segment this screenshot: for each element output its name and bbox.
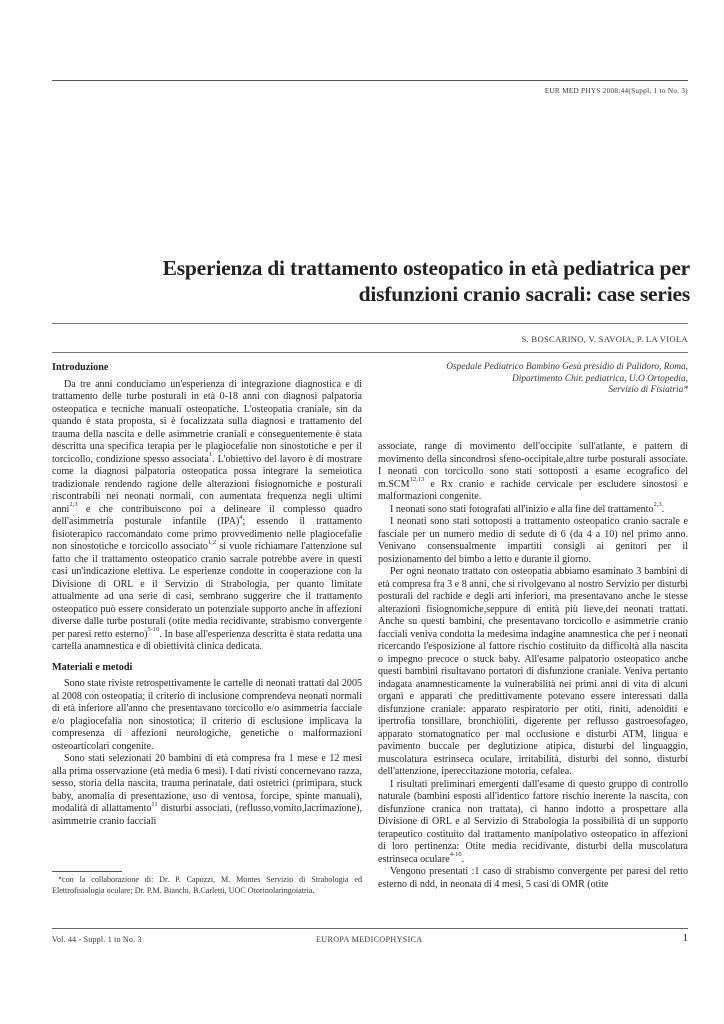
right-paragraph-6: Vengono presentati :1 caso di strabismo convergente per paresi del retto esterno di ndd, in neonata di 4 mesi, 5 casi di OMR (otite <box>378 866 688 890</box>
methods-heading: Materiali e metodi <box>52 661 133 673</box>
article-title <box>100 255 690 307</box>
title-line-2: disfunzioni cranio sacrali: case series <box>358 282 690 306</box>
top-rule <box>52 80 688 81</box>
methods-paragraph-1: Sono state riviste retrospettivamente le cartelle di neonati trattati dal 2005 al 2008 con osteopatia; il criterio di inclusione comprendeva neonati normali di età inferiore all'anno che presentavano torcicollo e/o asimmetria facciale e/o plagiocefalia non sinostotica; il criterio di esclusione implicava la compresenza di affezioni neurologiche, genetiche o malformazioni osteoarticolari congenite. <box>52 678 362 752</box>
footnote: *con la collaborazione di: Dr. P. Capozzi, M. Montes Servizio di Strabologia ed Elettrofisiologia oculare; Dr. P.M. Bianchi, B.Carletti, UOC Otorinolaringoiatria. <box>52 875 362 895</box>
footer-volume: Vol. 44 - Suppl. 1 to No. 3 <box>52 935 142 944</box>
affiliation-line-1: Ospedale Pediatrico Bambino Gesù presidio di Palidoro, Roma, <box>446 362 688 372</box>
affiliation-line-3: Servizio di Fisiatria* <box>608 385 688 396</box>
title-line-1: Esperienza di trattamento osteopatico in età pediatrica per <box>162 256 690 280</box>
right-paragraph-2: I neonati sono stati fotografati all'inizio e alla fine del trattamento$^{2,3}$. <box>390 501 665 515</box>
running-header: EUR MED PHYS 2008;44(Suppl. 1 to No. 3) <box>544 87 688 95</box>
footnote-rule <box>52 871 122 872</box>
title-rule <box>52 323 688 324</box>
right-paragraph-5: I risultati preliminari emergenti dall'esame di questo gruppo di controllo naturale (bambini esposti all'identico fattore rischio inerente la nascita, con disfunzione cranica non trattata), ci hanno indotto a prospettare alla Divisione di ORL e al Servizio di Strabologia la possibilità di un supporto terapeutico costituito dal trattamento manipolativo osteopatico in affezioni di loro pertinenza: Otite media recidivante, disturbi della muscolatura estrinseca oculare$^{4-10}$. <box>378 778 688 865</box>
right-paragraph-1: associate, range di movimento dell'occipite sull'atlante, e pattern di movimento della sincondrosi sfeno-occipitale,altre turbe posturali associate. I neonati con torcicollo sono stati sottoposti a esame ecografico del m.SCM$^{12,13}$ e Rx cranio e rachide cervicale per escludere sinostosi e malformazioni congenite. <box>378 441 688 502</box>
footer-journal: EUROPA MEDICOPHYSICA <box>316 935 423 944</box>
right-column <box>378 441 688 891</box>
intro-heading: Introduzione <box>52 362 109 373</box>
methods-paragraph-2: Sono stati selezionati 20 bambini di età compresa fra 1 mese e 12 mesi alla prima osservazione (età media 6 mesi). I dati rivisti concernevano razza, sesso, storia della nascita, trauma perinatale, dati ostetrici (primipara, stuck baby, anomalia di presentazione, uso di ventosa, forcipe, spinte manuali), modalità di allattamento$^{11}$ disturbi associati, (reflusso,vomito,lacrimazione), asimmetrie cranio facciali <box>52 753 362 827</box>
authors-rule <box>52 352 688 353</box>
authors: S. BOSCARINO, V. SAVOIA, P. LA VIOLA <box>521 334 688 344</box>
right-paragraph-3: I neonati sono stati sottoposti a trattamento osteopatico cranio sacrale e fasciale per un numero medio di sedute di 6 (da 4 a 10) nel primo anno. Venivano consensualmente impartiti consigli ai genitori per il posizionamento del bimbo a letto e durante il giorno. <box>378 516 688 565</box>
affiliation <box>368 362 688 397</box>
right-paragraph-4: Per ogni neonato trattato con osteopatia abbiamo esaminato 3 bambini di età compresa fra 3 e 8 anni, che si rivolgevano al nostro Servizio per disturbi posturali del rachide e degli arti inferiori, ma presentavano anche le stesse alterazioni fisiognomiche,seppure di entità più lieve,dei neonati trattati. Anche su questi bambini, che presentavano torcicollo e asimmetrie cranio facciali veniva condotta la medesima indagine anamnestica che per i neonati ricercando l'esposizione al fattore rischio costituito da difficoltà alla nascita o impegno precoce o stuck baby. All'esame palpatorio osteopatico anche questi bambini risultavano portatori di disfunzione craniale. Veniva pertanto indagata anamnesticamente la vulnerabilità nei primi anni di vita di alcuni organi e apparati che predittivamente potevano essere interessati dalla disfunzione craniale: apparato respiratorio per otiti, riniti, adenoiditi e ipertrofia tonsillare, bronchioliti, digerente per reflusso gastroesofageo, apparato stomatognatico per mal occlusione e disturbi ATM, lingua e pavimento buccale per deglutizione atipica, disturbi del linguaggio, muscolatura estrinseca oculare, irritabilità, disturbi del sonno, disturbi dell'attenzione, ipereccitazione motoria, cefalea. <box>378 566 688 777</box>
affiliation-line-2: Dipartimento Chir. pediatrica, U.O Ortopedia, <box>511 373 688 384</box>
intro-paragraph: Da tre anni conduciamo un'esperienza di integrazione diagnostica e di trattamento delle turbe posturali in età 0-18 anni con diagnosi palpatoria osteopatica e tecniche manuali osteopatiche. L'osteopatia craniale, sin da quando è stata proposta, si è focalizzata sulla diagnosi e trattamento del trauma della nascita e delle asimmetrie craniali e conseguentemente è stata descritta una specifica terapia per le plagiocefalie non sinostotiche e per il torcicollo, condizione spesso associata$^1$. L'obiettivo del lavoro è di mostrare come la diagnosi palpatoria osteopatica possa integrare la semeiotica tradizionale rendendo ragione delle alterazioni fisiognomiche e posturali riscontrabili nei neonati normali, con aumentata frequenza negli ultimi anni$^{2,3}$ e che contribuiscono poi a delineare il complesso quadro dell'asimmetria posturale infantile (IPA)$^4$; essendo il trattamento fisioterapico raccomandato come primo provvedimento nelle plagiocefalie non sinostotiche e torcicollo associato$^{1,2}$ si vuole richiamare l'attenzione sul fatto che il trattamento osteopatico cranio sacrale potrebbe avere in questi casi un'indicazione elettiva. Le esperienze condotte in cooperazione con la Divisione di ORL e il Servizio di Strabologia, per quanto limitate attualmente ad una serie di casi, sembrano suggerire che il trattamento osteopatico può essere considerato un potenziale supporto anche in affezioni diverse dalle turbe posturali (otite media recidivante, strabismo convergente per paresi retto esterno)$^{5-10}$. In base all'esperienza descritta è stata redatta una cartella anamnestica e di obiettività clinica dedicata. <box>52 378 362 652</box>
left-column <box>52 362 362 828</box>
footer-rule <box>52 928 688 929</box>
page-number: 1 <box>682 932 688 944</box>
